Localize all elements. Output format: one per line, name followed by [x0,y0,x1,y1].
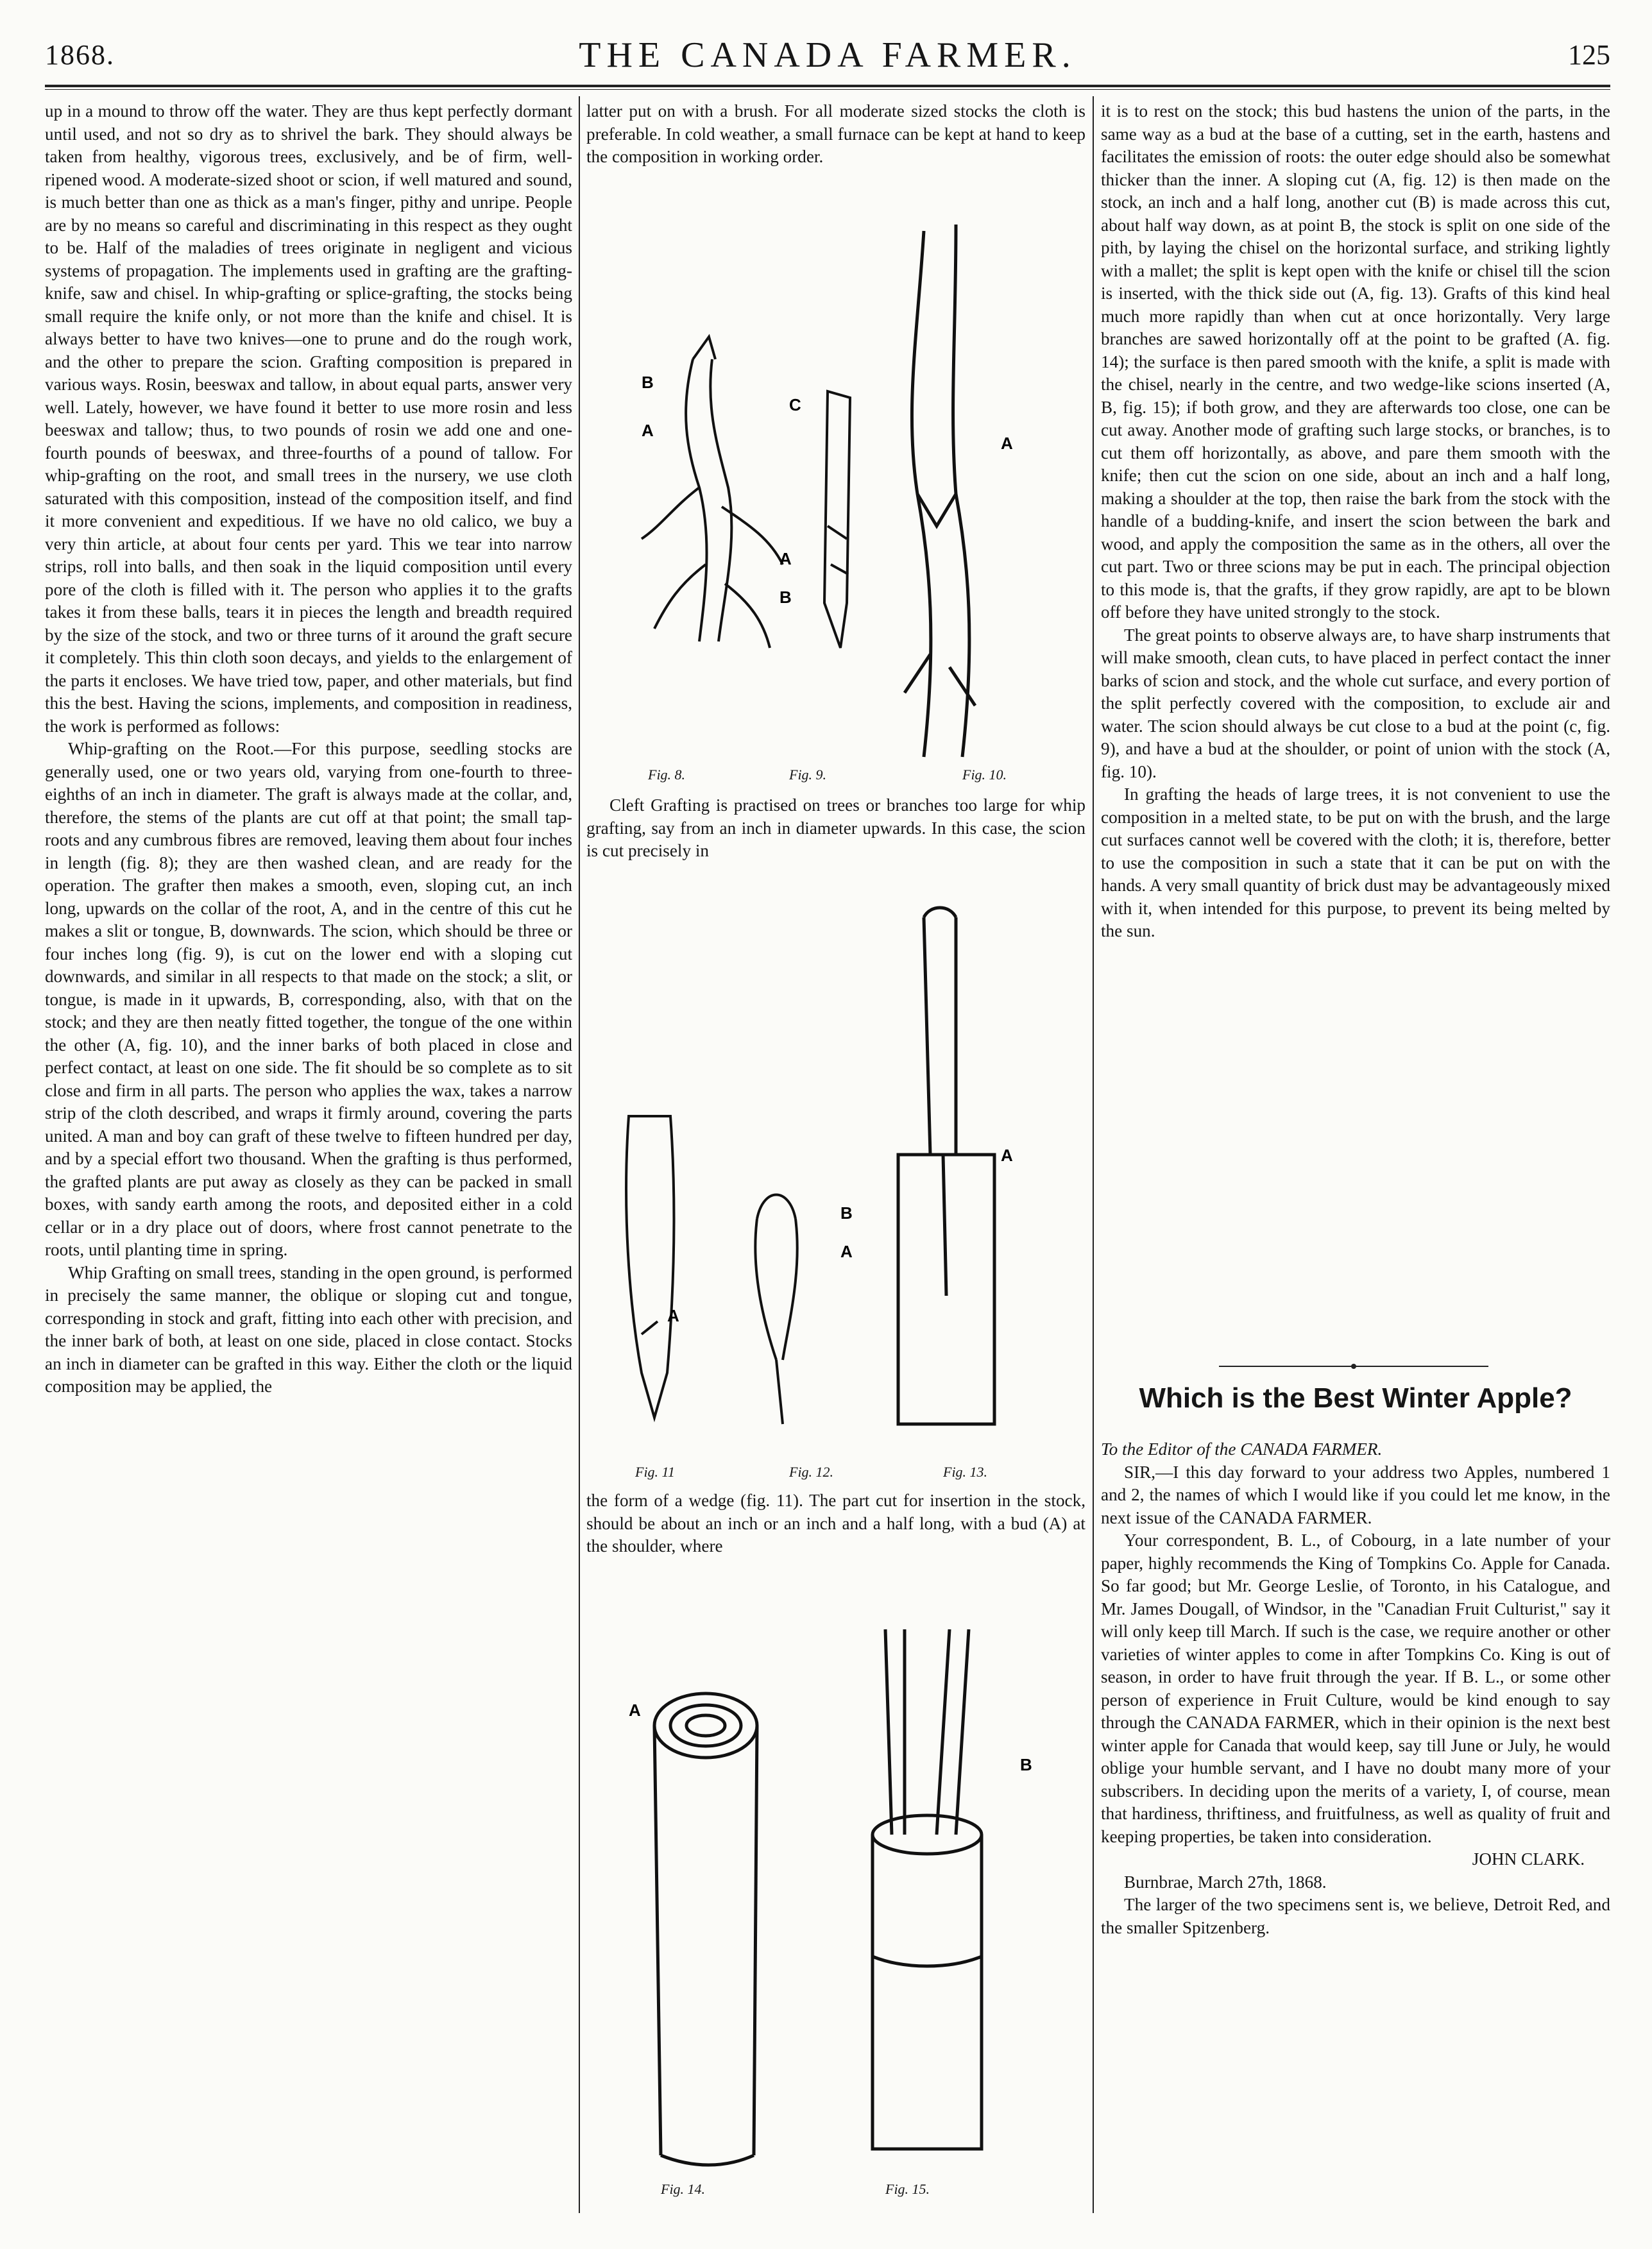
label-b: B [840,1203,853,1223]
caption-fig-14: Fig. 14. [661,2181,706,2197]
article-column-2-middle [586,794,1086,863]
fig-12-cut-stock [755,1195,797,1425]
header-page-number: 125 [1568,39,1610,71]
label-a: A [629,1701,641,1720]
paragraph: latter put on with a brush. For all moderate sized stocks the cloth is preferable. In cold weather, a small furnace can be kept at hand to keep the composition in working order. [586,101,1086,166]
paragraph: up in a mound to throw off the water. They are thus kept perfectly dormant until used, and not so dry as to shrivel the bark. They should always be taken from healthy, vigorous trees, exclusively, and be of firm, well-ripened wood. A moderate-sized shoot or scion, if well matured and sound, is much better than one as thick as a man's finger, pithy and unripe. People are by no means so careful and discriminating in this respect as they ought to be. Half of the maladies of trees originate in negligent and vicious systems of propagation. The implements used in grafting are the grafting-knife, saw and chisel. In whip-grafting or splice-grafting, the stocks being small require the knife only, or not more than the knife and chisel. It is always better to have two knives—one to prune and do the rough work, and the other to prepare the scion. Grafting composition is prepared in various ways. Rosin, beeswax and tallow, in about equal parts, answer very well. Lately, however, we have found it better to use more rosin and less beeswax and tallow; thus, to two pounds of rosin we add one and one-fourth pounds of beeswax, and three-fourths of a pound of tallow. For whip-grafting on the root, and small trees in the nursery, we use cloth saturated with this composition, instead of the composition itself, and find it more convenient and expeditious. If we have no old calico, we buy a very thin article, at about four cents per yard. This we tear into narrow strips, roll into balls, and then soak in the liquid composition until every pore of the cloth is filled with it. The person who applies it to the grafts takes it from these balls, tears it in pieces the length and breadth required by the size of the stock, and two or three turns of it around the graft secure it completely. This thin cloth soon decays, and yields to the enlargement of the parts it encloses. We have tried tow, paper, and other materials, but find this the best. Having the scions, implements, and composition in readiness, the work is performed as follows: [45,101,572,736]
label-a: A [667,1306,679,1325]
figures-14-15 [603,1604,1078,2187]
page-header [45,26,1610,90]
fig-14-sawn-stock [654,1693,757,2165]
signature: JOHN CLARK. [1472,1849,1585,1869]
header-title: THE CANADA FARMER. [579,35,1077,75]
paragraph: it is to rest on the stock; this bud hastens the union of the parts, in the same way as a bud at the base of a cutting, set in the earth, hastens and facilitates the emission of roots: the outer edge should also be somewhat thicker than the inner. A sloping cut (A, fig. 12) is then made on the stock, an inch and a half long, another cut (B) is made across this cut, about half way down, as at point B, the stock is split on one side of the pith, by laying the chisel on the horizontal surface, and striking lightly with a mallet; the split is kept open with the knife or chisel till the scion is inserted, with the thick side out (A, fig. 13). Grafts of this kind heal much more rapidly than when cut at once horizontally. Very large branches are sawed horizontally off at the point to be grafted (A. fig. 14); the surface is then pared smooth with the knife, a split is made with the chisel, nearly in the centre, and two wedge-like scions inserted (A, B, fig. 15); if both grow, and they are afterwards too close, one can be cut away. Another mode of grafting such large stocks, or branches, is to cut them off horizontally, as above, and pare them smooth with the knife; then cut the scion on one side, about an inch and a half long, making a shoulder at the top, then raise the bark from the stock with the handle of a budding-knife, and insert the scion between the bark and wood, and apply the composition the same as in the others, all over the cut part. Two or three scions may be put in each. The principal objection to this mode is, that the grafts, if they grow rapidly, are apt to be blown off before they have united strongly to the stock. [1101,101,1610,622]
article-title: Which is the Best Winter Apple? [1139,1382,1572,1414]
header-rule [45,85,1610,87]
letter-to-editor [1101,1438,1610,1939]
fig-9-scion [824,391,850,648]
label-a: A [642,421,654,440]
label-c: C [789,395,801,414]
paragraph: In grafting the heads of large trees, it is not convenient to use the composition in a melted state, to be put on with the brush, and the large cut surfaces cannot well be covered with the cloth; it is, therefore, better to use the composition in such a state that it can be put on with the hands. A very small quantity of brick dust may be advantageously mixed with it, when intended for this purpose, to prevent its being melted by the sun. [1101,785,1610,940]
caption-fig-13: Fig. 13. [943,1464,988,1480]
paragraph: Your correspondent, B. L., of Cobourg, in a late number of your paper, highly recommends the King of Tompkins Co. Apple for Canada. So far good; but Mr. George Leslie, of Toronto, in his Catalogue, and Mr. James Dougall, of Windsor, in the "Canadian Fruit Culturist," say it will only keep till March. If such is the case, we require another or other varieties of winter apples to come in after Tompkins Co. King is out of season, in order to have fruit through the year. If B. L., or some other person of experience in Fruit Culture, would be kind enough to say through the CANADA FARMER, which in their opinion is the next best winter apple for Canada that would keep, say till June or July, he would oblige your humble servant, and I have no doubt many more of your subscribers. In deciding upon the merits of a variety, I, of course, mean that hardiness, thriftiness, and fruitfulness, as well as quality of fruit and keeping properties, be taken into consideration. [1101,1531,1610,1846]
label-b: B [779,588,792,607]
section-ornament [1219,1363,1488,1370]
header-year: 1868. [45,39,115,71]
fig-8-root-graft [642,337,783,648]
dateline: Burnbrae, March 27th, 1868. [1124,1872,1327,1892]
paragraph: Whip Grafting on small trees, standing in the open ground, is performed in precisely the same manner, the oblique or sloping cut and tongue, corresponding in stock and graft, fitting into each other with precision, and the inner bark of both, at least on one side, placed in close contact. Stocks an inch in diameter can be grafted in this way. Either the cloth or the liquid composition may be applied, the [45,1262,572,1396]
fig-15-two-scions [873,1629,982,2149]
label-a: A [1001,434,1013,453]
label-a: A [1001,1146,1013,1165]
caption-fig-9: Fig. 9. [789,767,827,783]
paragraph: SIR,—I this day forward to your address two Apples, numbered 1 and 2, the names of which I would like if you could let me know, in the next issue of the CANADA FARMER. [1101,1462,1610,1527]
fig-10-joined-graft [905,225,975,757]
letter-salutation: To the Editor of the CANADA FARMER. [1101,1439,1383,1459]
caption-fig-12: Fig. 12. [789,1464,834,1480]
figures-11-12-13 [597,885,1084,1463]
caption-fig-15: Fig. 15. [885,2181,930,2197]
header-rule-thin [45,89,1610,90]
fig-11-wedge-scion [626,1116,674,1418]
column-divider-1 [579,96,580,2213]
paragraph: The great points to observe always are, to have sharp instruments that will make smooth, clean cuts, to have placed in perfect contact the inner barks of scion and stock, and the whole cut surface, and every portion of the split perfectly covered with the composition, to exclude air and water. The scion should always be cut close to a bud at the point (c, fig. 9), and have a bud at the shoulder, or point of union with the stock (A, fig. 10). [1101,625,1611,781]
paragraph: Cleft Grafting is practised on trees or branches too large for whip grafting, say from an inch in diameter upwards. In this case, the scion is cut precisely in [586,795,1086,860]
column-divider-2 [1093,96,1094,2213]
label-b: B [642,373,654,392]
caption-fig-10: Fig. 10. [962,767,1007,783]
article-column-3 [1101,100,1610,943]
editor-reply: The larger of the two specimens sent is, we believe, Detroit Red, and the smaller Spitzenberg. [1101,1895,1610,1937]
caption-fig-11: Fig. 11 [635,1464,675,1480]
paragraph: Whip-grafting on the Root.—For this purpose, seedling stocks are generally used, one or two years old, varying from one-fourth to three-eighths of an inch in diameter. The graft is always made at the collar, and, therefore, the stems of the plants are cut off at that point; the small tap-roots and any cumbrous fibres are removed, leaving them about four inches in length (fig. 8); they are then washed clean, and are ready for the operation. The grafter then makes a smooth, even, sloping cut, an inch long, upwards on the collar of the root, A, and in the centre of this cut he makes a slit or tongue, B, downwards. The scion, which should be three or four inches long (fig. 9), is cut on the lower end with a sloping cut downwards, and similar in all respects to that made on the stock; a slit, or tongue, is made in it upwards, B, corresponding, also, with that on the stock; and they are then neatly fitted together, the tongue of the one within the other (A, fig. 10), and the inner barks of both placed in close and perfect contact, at least on one side. The fit should be so complete as to sit close and firm in all parts. The person who applies the wax, takes a narrow strip of the cloth described, and wraps it firmly around, covering the parts united. A man and boy can graft of these twelve to fifteen hundred per day, and by a special effort two thousand. When the grafting is thus performed, the grafted plants are put away as closely as they can be packed in small boxes, with sandy earth among the roots, and deposited either in a cold cellar or in a dry place out of doors, where frost cannot penetrate to the roots, until planting time in spring. [45,739,572,1259]
label-a: A [779,549,792,568]
label-a: A [840,1242,853,1261]
label-b: B [1020,1755,1032,1774]
article-column-2-top [586,100,1086,169]
figures-8-9-10 [616,205,1065,770]
fig-13-scion-in-cleft [898,908,994,1424]
caption-fig-8: Fig. 8. [648,767,686,783]
paragraph: the form of a wedge (fig. 11). The part cut for insertion in the stock, should be about an inch or an inch and a half long, with a bud (A) at the shoulder, where [586,1491,1086,1556]
article-column-1 [45,100,572,1398]
article-column-2-bottom [586,1489,1086,1558]
